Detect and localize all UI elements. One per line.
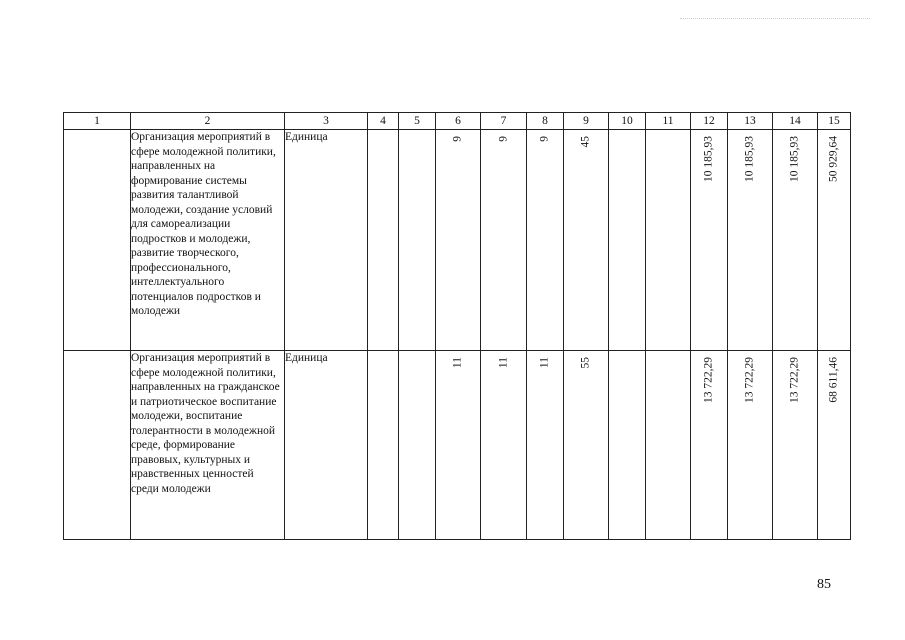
value-cell (436, 130, 481, 351)
value-cell (527, 351, 564, 540)
empty-cell (368, 351, 399, 540)
column-header: 2 (131, 113, 285, 130)
value-text: 13 722,29 (743, 357, 756, 403)
value-text: 10 185,93 (702, 136, 715, 182)
value-text: 45 (579, 136, 592, 148)
column-header: 3 (285, 113, 368, 130)
empty-cell (399, 351, 436, 540)
data-table (63, 112, 851, 540)
value-cell (564, 351, 609, 540)
page-number: 85 (817, 577, 831, 592)
value-text: 13 722,29 (788, 357, 801, 403)
value-text: 13 722,29 (702, 357, 715, 403)
empty-cell (646, 351, 691, 540)
scan-artifact (680, 18, 870, 23)
value-text: 11 (496, 357, 509, 369)
value-cell (728, 351, 773, 540)
column-header: 13 (728, 113, 773, 130)
value-cell (436, 351, 481, 540)
empty-cell (399, 130, 436, 351)
empty-cell (609, 130, 646, 351)
activity-description: Организация мероприятий в сфере молодежной политики, направленных на формирование системы развития талантливой молодежи, создание условий для самореализации подростков и молодежи, развитие творческого, профессионального, интеллектуального потенциалов подростков и молодежи (131, 130, 285, 351)
value-text: 9 (538, 136, 551, 142)
column-header: 7 (481, 113, 527, 130)
unit-cell: Единица (285, 130, 368, 351)
column-header: 8 (527, 113, 564, 130)
column-header: 1 (64, 113, 131, 130)
column-header: 12 (691, 113, 728, 130)
value-cell (818, 351, 851, 540)
column-header: 4 (368, 113, 399, 130)
activity-description: Организация мероприятий в сфере молодежной политики, направленных на гражданское и патриотическое воспитание молодежи, воспитание толерантности в молодежной среде, формирование правовых, культурных и нравственных ценностей среди молодежи (131, 351, 285, 540)
value-cell (527, 130, 564, 351)
value-cell (773, 130, 818, 351)
unit-cell: Единица (285, 351, 368, 540)
value-cell (773, 351, 818, 540)
value-text: 68 611,46 (827, 357, 840, 403)
column-header: 10 (609, 113, 646, 130)
value-cell (481, 130, 527, 351)
column-header: 15 (818, 113, 851, 130)
empty-cell (609, 351, 646, 540)
row-number-cell (64, 351, 131, 540)
table-row (64, 130, 851, 351)
row-number-cell (64, 130, 131, 351)
value-cell (691, 351, 728, 540)
value-cell (728, 130, 773, 351)
value-text: 11 (538, 357, 551, 369)
empty-cell (646, 130, 691, 351)
column-header: 11 (646, 113, 691, 130)
value-text: 11 (451, 357, 464, 369)
value-text: 10 185,93 (743, 136, 756, 182)
empty-cell (368, 130, 399, 351)
value-text: 10 185,93 (788, 136, 801, 182)
value-cell (481, 351, 527, 540)
column-header: 9 (564, 113, 609, 130)
column-header: 5 (399, 113, 436, 130)
value-cell (818, 130, 851, 351)
value-cell (564, 130, 609, 351)
value-text: 50 929,64 (827, 136, 840, 182)
value-cell (691, 130, 728, 351)
column-header: 6 (436, 113, 481, 130)
value-text: 9 (496, 136, 509, 142)
header-row (64, 113, 851, 130)
table-row (64, 351, 851, 540)
column-header: 14 (773, 113, 818, 130)
value-text: 9 (451, 136, 464, 142)
value-text: 55 (579, 357, 592, 369)
